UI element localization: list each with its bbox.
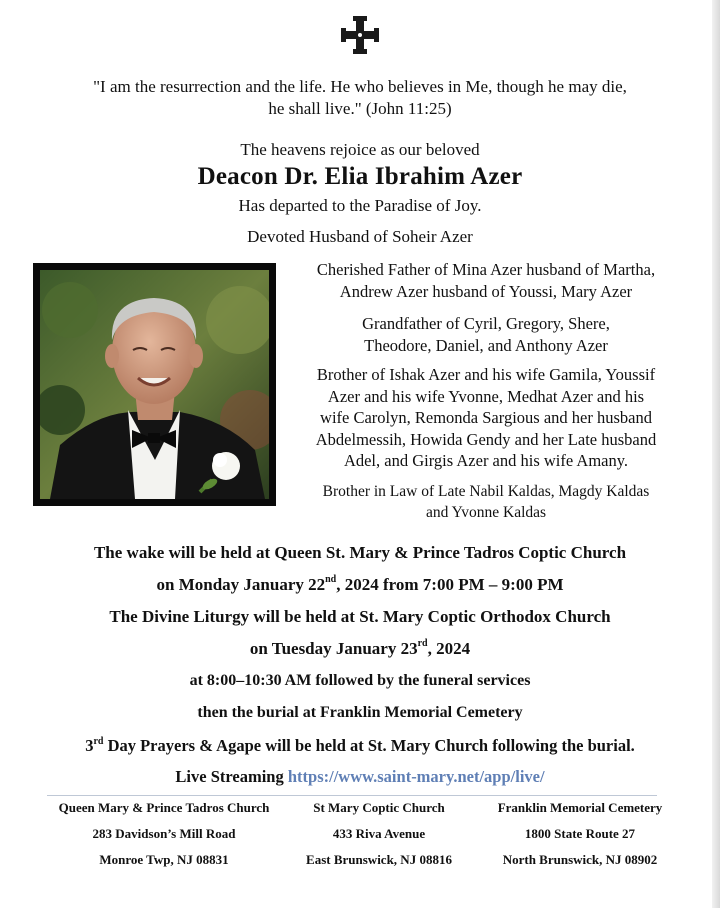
- wake-location: The wake will be held at Queen St. Mary & Prince Tadros Coptic Church: [93, 543, 627, 562]
- address-block: [465, 799, 695, 877]
- brother-of: [286, 364, 686, 472]
- burial-line: then the burial at Franklin Memorial Cemetery: [197, 704, 523, 721]
- husband-line: Devoted Husband of Soheir Azer: [247, 227, 473, 246]
- wake-date: on Monday January 22nd, 2024 from 7:00 PM – 9:00 PM: [156, 574, 564, 594]
- brother-line: Azer and his wife Yvonne, Medhat Azer and his: [327, 386, 645, 406]
- verse-line-1: "I am the resurrection and the life. He who believes in Me, though he may die,: [93, 77, 627, 96]
- intro-text: The heavens rejoice as our beloved: [240, 140, 480, 159]
- brother-in-law-of: [286, 481, 686, 523]
- brother-line: Adel, and Girgis Azer and his wife Amany.: [343, 451, 629, 470]
- father-line: Cherished Father of Mina Azer husband of Martha,: [316, 260, 656, 279]
- father-of: [286, 259, 686, 302]
- brother-line: wife Carolyn, Remonda Sargious and her husband: [320, 408, 652, 427]
- address-city: Monroe Twp, NJ 08831: [99, 852, 229, 867]
- liturgy-date: on Tuesday January 23rd, 2024: [249, 638, 471, 658]
- address-block: [49, 799, 279, 877]
- inlaw-line: Brother in Law of Late Nabil Kaldas, Magdy Kaldas: [322, 483, 650, 500]
- grandfather-line: Grandfather of Cyril, Gregory, Shere,: [362, 314, 610, 333]
- bible-verse: [0, 76, 720, 120]
- departed-text: Has departed to the Paradise of Joy.: [238, 196, 482, 215]
- grandfather-line: Theodore, Daniel, and Anthony Azer: [364, 335, 608, 355]
- address-city: North Brunswick, NJ 08902: [502, 852, 658, 867]
- coptic-cross-icon: [339, 14, 381, 56]
- address-name: Queen Mary & Prince Tadros Church: [58, 800, 270, 815]
- address-street: 1800 State Route 27: [524, 826, 636, 841]
- live-streaming: Live Streaming https://www.saint-mary.net/app/live/: [175, 767, 545, 786]
- liturgy-location: The Divine Liturgy will be held at St. Mary Coptic Orthodox Church: [109, 607, 611, 626]
- grandfather-of: [286, 313, 686, 356]
- third-day-prayers: 3rd Day Prayers & Agape will be held at St. Mary Church following the burial.: [85, 735, 635, 755]
- brother-line: Brother of Ishak Azer and his wife Gamila, Youssif: [316, 365, 656, 384]
- cross-header: [0, 14, 720, 61]
- portrait-photo: [33, 263, 276, 506]
- stream-link[interactable]: https://www.saint-mary.net/app/live/: [287, 767, 545, 786]
- verse-line-2: he shall live." (John 11:25): [268, 99, 452, 118]
- liturgy-time: at 8:00–10:30 AM followed by the funeral services: [189, 672, 531, 689]
- address-block: [264, 799, 494, 877]
- address-street: 283 Davidson’s Mill Road: [92, 826, 236, 841]
- inlaw-line: and Yvonne Kaldas: [425, 504, 547, 521]
- brother-line: Abdelmessih, Howida Gendy and her Late husband: [315, 429, 657, 449]
- deceased-name: Deacon Dr. Elia Ibrahim Azer: [197, 163, 523, 190]
- father-line: Andrew Azer husband of Youssi, Mary Azer: [339, 281, 633, 301]
- address-name: St Mary Coptic Church: [313, 800, 445, 815]
- address-name: Franklin Memorial Cemetery: [497, 800, 663, 815]
- address-street: 433 Riva Avenue: [332, 826, 426, 841]
- divider: [47, 795, 657, 796]
- address-city: East Brunswick, NJ 08816: [306, 852, 452, 867]
